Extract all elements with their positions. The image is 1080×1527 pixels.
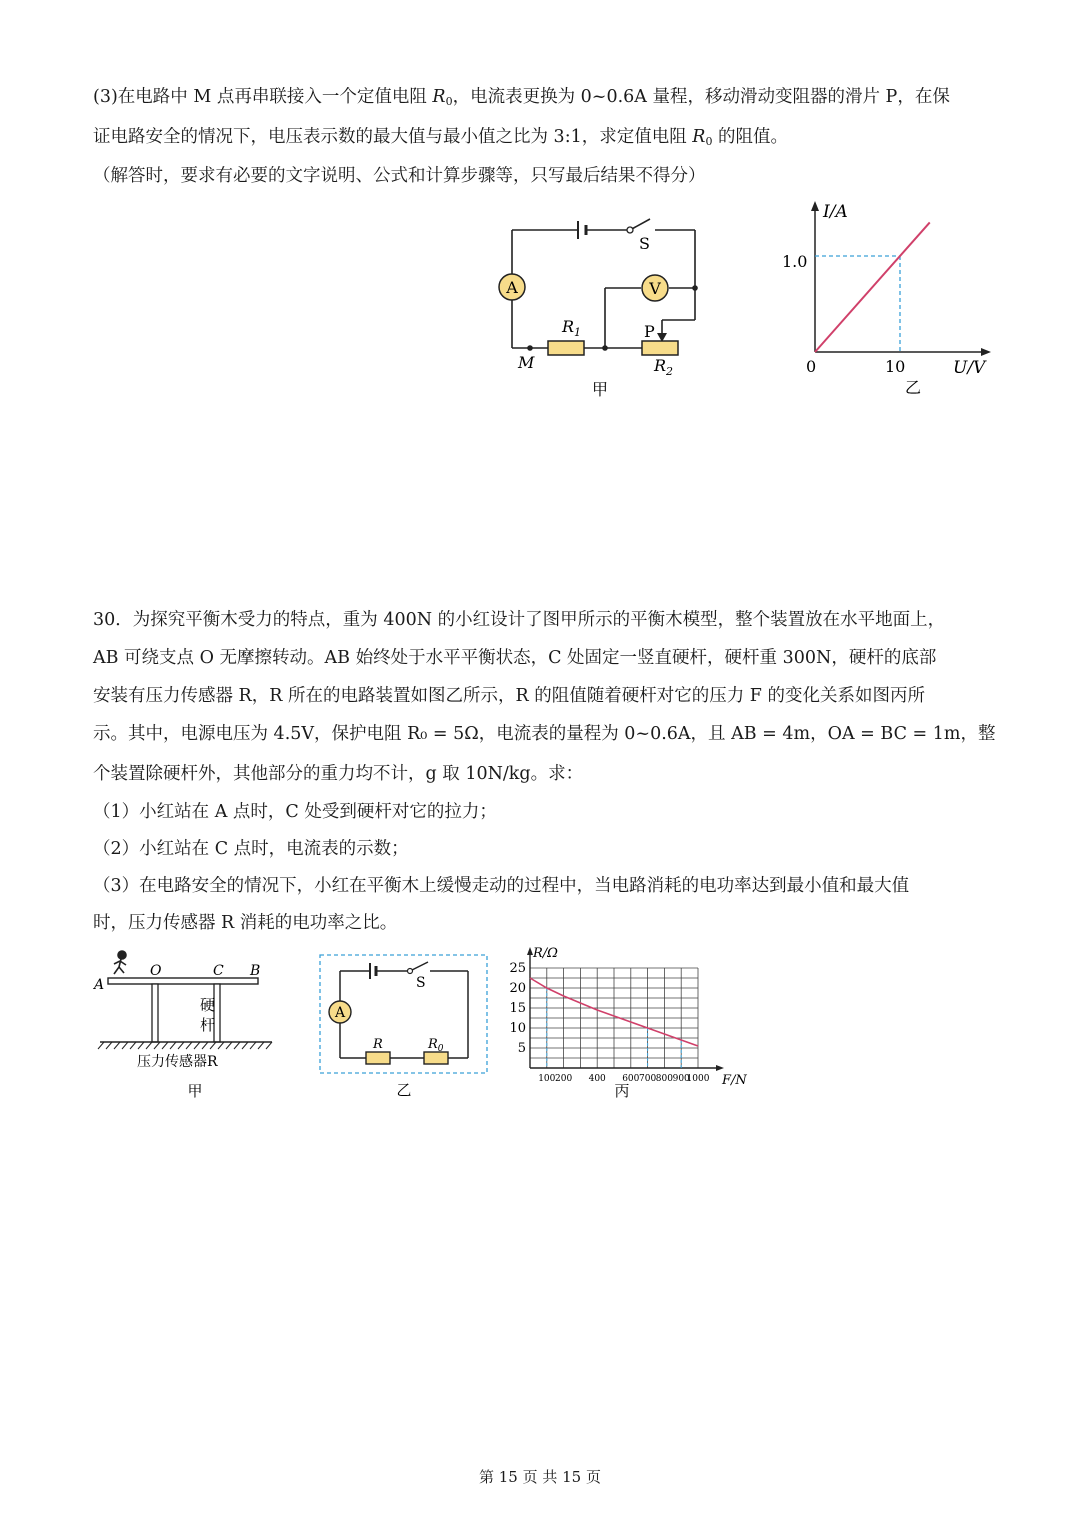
x-axis-label: U/V <box>953 358 986 378</box>
node-right <box>692 285 698 291</box>
label-c: C <box>213 963 224 979</box>
page-footer: 第 15 页 共 15 页 <box>478 1468 601 1486</box>
x-tick-800: 800 <box>655 1074 673 1084</box>
switch-label-2: S <box>416 975 426 991</box>
r-label: R <box>373 1037 383 1052</box>
iu-series-line <box>815 222 930 352</box>
label-o: O <box>150 963 162 979</box>
voltmeter-label: V <box>649 279 661 298</box>
q30-part2: （2）小红站在 C 点时，电流表的示数； <box>93 839 409 859</box>
y-axis-label: I/A <box>823 202 848 222</box>
x-tick-600: 600 <box>622 1074 640 1084</box>
x-axis-label-2: F/N <box>722 1073 747 1088</box>
q29-line1: (3)在电路中 M 点再串联接入一个定值电阻 $R_0$，电流表更换为 0~0.6A 量程，移动滑动变阻器的滑片 P，在保 <box>93 87 950 108</box>
y-tick-25: 25 <box>509 961 526 976</box>
caption-yi-2: 乙 <box>396 1081 412 1099</box>
rheostat-r2 <box>642 341 678 355</box>
caption-yi-1: 乙 <box>904 378 922 397</box>
ammeter-label-2: A <box>334 1005 346 1021</box>
m-label: M <box>518 353 535 372</box>
x-tick-400: 400 <box>588 1074 606 1084</box>
rod-label-2: 杆 <box>200 1016 216 1034</box>
person-icon <box>114 951 126 974</box>
y-tick-5: 5 <box>517 1041 526 1056</box>
y-tick-15: 15 <box>509 1001 526 1016</box>
ground-hatch <box>98 1042 272 1049</box>
q30-part3-cont: 时，压力传感器 R 消耗的电功率之比。 <box>93 913 398 933</box>
origin-label: 0 <box>806 357 817 376</box>
x-tick-200: 200 <box>555 1074 573 1084</box>
sensor-resistor-r <box>366 1052 390 1064</box>
q29-line2: 证电路安全的情况下，电压表示数的最大值与最小值之比为 3:1，求定值电阻 $R_0$ 的阻值。 <box>93 127 789 148</box>
q30-part1: （1）小红站在 A 点时，C 处受到硬杆对它的拉力； <box>93 802 497 822</box>
q30-line3: 安装有压力传感器 R，R 所在的电路装置如图乙所示，R 的阻值随着硬杆对它的压力 F 的变化关系如图丙所 <box>93 686 925 706</box>
switch-label: S <box>639 234 650 253</box>
circuit-diagram-jia <box>490 205 720 405</box>
support-pillar <box>152 984 158 1042</box>
rf-graph <box>500 943 760 1103</box>
x-tick-700: 700 <box>639 1074 657 1084</box>
node-junction <box>602 345 608 351</box>
y-axis-label-2: R/Ω <box>533 946 558 961</box>
q30-line5: 个装置除硬杆外，其他部分的重力均不计，g 取 10N/kg。求： <box>93 764 584 784</box>
caption-bing: 丙 <box>614 1082 630 1100</box>
q30-line1: 30．为探究平衡木受力的特点，重为 400N 的小红设计了图甲所示的平衡木模型，整个装置放在水平地面上， <box>93 610 946 630</box>
beam-ab <box>108 978 258 984</box>
balance-beam-diagram <box>90 948 280 1103</box>
switch-contact <box>627 227 633 233</box>
x-tick-900: 900 <box>672 1074 690 1084</box>
y-tick-label: 1.0 <box>782 252 808 271</box>
q30-part3: （3）在电路安全的情况下，小红在平衡木上缓慢走动的过程中，当电路消耗的电功率达到最小值和最大值 <box>93 876 910 896</box>
caption-jia-2: 甲 <box>187 1082 203 1100</box>
y-arrow-icon <box>811 201 819 211</box>
sensor-label: 压力传感器R <box>137 1054 218 1070</box>
r0-label: $R_0$ <box>428 1037 444 1054</box>
x-arrow-icon-2 <box>716 1065 724 1071</box>
q29-note: （解答时，要求有必要的文字说明、公式和计算步骤等，只写最后结果不得分） <box>93 166 706 186</box>
q30-line2: AB 可绕支点 O 无摩擦转动。AB 始终处于水平平衡状态，C 处固定一竖直硬杆，硬杆重 300N，硬杆的底部 <box>93 648 937 668</box>
rod-label-1: 硬 <box>200 996 216 1014</box>
r1-label: $R_1$ <box>562 317 582 339</box>
x-arrow-icon <box>981 348 991 356</box>
r2-label: $R_2$ <box>654 356 674 378</box>
x-tick-1000: 1000 <box>686 1074 710 1084</box>
switch-contact-2 <box>408 969 413 974</box>
circuit-diagram-yi <box>318 953 490 1103</box>
x-tick-label: 10 <box>885 357 906 376</box>
slider-label: P <box>644 322 655 341</box>
q30-line4: 示。其中，电源电压为 4.5V，保护电阻 R₀ = 5Ω，电流表的量程为 0~0.6A，且 AB = 4m，OA = BC = 1m，整 <box>93 724 996 744</box>
resistor-r1 <box>548 341 584 355</box>
iu-graph <box>775 195 1005 400</box>
label-b: B <box>250 963 261 979</box>
protect-resistor-r0 <box>424 1052 448 1064</box>
ammeter-label: A <box>506 278 518 297</box>
label-a: A <box>94 977 105 993</box>
caption-jia-1: 甲 <box>591 380 609 399</box>
y-tick-20: 20 <box>509 981 526 996</box>
grid <box>530 968 698 1068</box>
node-m <box>527 345 533 351</box>
y-tick-10: 10 <box>509 1021 526 1036</box>
x-tick-100: 100 <box>538 1074 556 1084</box>
